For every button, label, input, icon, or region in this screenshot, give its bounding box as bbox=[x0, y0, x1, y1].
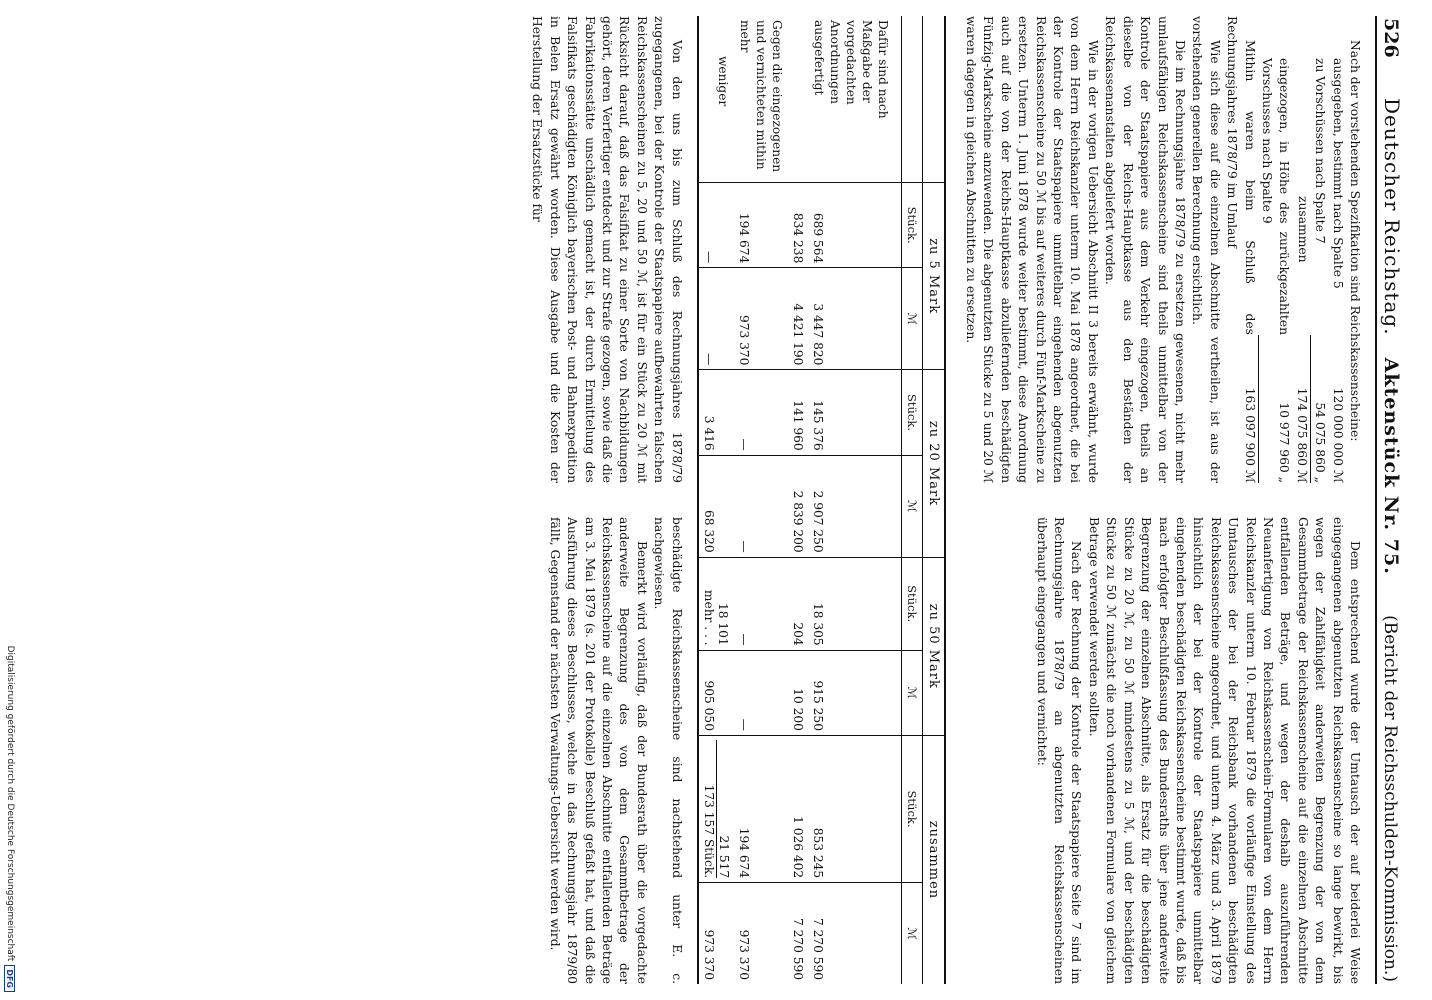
document-page bbox=[528, 16, 1408, 984]
line-amount: 120 000 000 ℳ bbox=[1330, 387, 1345, 483]
cell-mark: 7 270 590 bbox=[788, 883, 808, 984]
line-label: zusammen bbox=[1295, 196, 1310, 263]
summary-line bbox=[1328, 16, 1345, 483]
body-paragraph: Dem entsprechend wurde der Umtausch der auf beiderlei Weise eingegangenen abgenutzten Reichskassenscheine so lange bewirkt, bis wegen der Zahlfähigkeit anderweiten Begrenzung der von dem Gesammtbetrage der Reichskassenscheine auf die einzelnen Abschnitte entfallenden Beträge, und wegen der deshalb auszuführenden Neuanfertigung von Reichskassenschein-Formularen von dem Herrn Reichskanzler unterm 10. Februar 1879 die vorläufige Einstellung des Umtausches der bei der Reichsbank vorhandenen beschädigten Reichskassenscheine angeordnet, und unterm 4. März und 3. April 1879 hinsichtlich der bei der Kontrole der Staatspapiere unmittelbar eingehenden beschädigten Reichskassenscheine bestimmt wurde, daß bis nach erfolgter Beschlußfassung des Bundesraths über jene anderweite Begrenzung der einzelnen Abschnitte, als Ersatz für die beschädigten Stücke zu 20 ℳ, zu 50 ℳ mindestens zu 5 ℳ, und der beschädigten Stücke zu 50 ℳ zunächst die noch vorhandenen Formulare von gleichem Betrage verwendet werden sollten. bbox=[1086, 517, 1362, 984]
cell-stueck bbox=[698, 557, 734, 650]
cell-mark: 4 421 190 bbox=[788, 268, 808, 370]
bottom-left-column bbox=[528, 16, 685, 483]
unit-stueck: Stück. bbox=[901, 183, 922, 268]
cell-stueck: 18 305 bbox=[808, 557, 902, 650]
right-column bbox=[962, 517, 1363, 984]
cell-stueck-value: 18 101 bbox=[715, 602, 730, 646]
unit-stueck: Stück. bbox=[901, 370, 922, 455]
page-header bbox=[1375, 16, 1408, 984]
line-label: zu Vorschüssen nach Spalte 7 bbox=[1313, 58, 1328, 244]
body-paragraph: Nach der Rechnung der Kontrole der Staatspapiere Seite 7 sind im Rechnungsjahre 1878/79 an abgenutzten Reichskassenscheinen überhaupt eingegangen und vernichtet: bbox=[1034, 517, 1084, 984]
text-columns bbox=[962, 16, 1363, 984]
cell-mark: — bbox=[734, 455, 788, 557]
table-row bbox=[734, 16, 788, 984]
denomination-table bbox=[697, 16, 946, 984]
line-label: ausgegeben, bestimmt nach Spalte 5 bbox=[1330, 58, 1345, 289]
unit-stueck: Stück. bbox=[901, 735, 922, 882]
cell-mark: 68 320 bbox=[698, 455, 734, 557]
row-label bbox=[788, 16, 808, 183]
column-group-50-mark: zu 50 Mark bbox=[922, 557, 945, 735]
summary-line bbox=[1311, 16, 1328, 483]
cell-mark: 973 370 bbox=[698, 883, 734, 984]
funding-note: Digitalisierung gefördert durch die Deutsche Forschungsgemeinschaft bbox=[5, 645, 15, 962]
header-title: Deutscher Reichstag. bbox=[1380, 97, 1404, 336]
column-group-20-mark: zu 20 Mark bbox=[922, 370, 945, 557]
unit-mark: ℳ bbox=[901, 268, 922, 370]
unit-stueck: Stück. bbox=[901, 557, 922, 650]
cell-stueck: — bbox=[698, 183, 734, 268]
cell-mark: 2 839 200 bbox=[788, 455, 808, 557]
column-group-total: zusammen bbox=[922, 735, 945, 984]
cell-stueck: 853 245 bbox=[808, 735, 902, 882]
table-row bbox=[698, 16, 734, 984]
line-amount: 54 075 860 „ bbox=[1313, 402, 1328, 483]
line-label: Mithin waren beim Schluß des Rechnungsjahres 1878/79 im Umlauf bbox=[1225, 16, 1257, 335]
summary-line bbox=[1292, 16, 1310, 483]
header-subtitle: (Bericht der Reichsschulden-Kommission.) bbox=[1380, 615, 1400, 982]
cell-stueck bbox=[698, 735, 734, 882]
intro-paragraph: Nach der vorstehenden Spezifikation sind Reichskassenscheine: bbox=[1348, 40, 1362, 442]
row-label: Gegen die eingezogenen und vernichteten mithin mehr bbox=[737, 20, 784, 173]
cell-stueck: 834 238 bbox=[788, 183, 808, 268]
body-paragraph: Von den uns bis zum Schluß des Rechnungsjahres 1878/79 zugegangenen, bei der Kontrole der Staatspapiere aufbewahrten falschen Reichskassenscheinen zu 5, 20 und 50 ℳ, ist für ein Stück zu 20 ℳ mit Rücksicht darauf, daß das Falsifikat zu einer Sorte von Nachbildungen gehört, deren Verfertiger entdeckt und zur Strafe gezogen, sowie daß die Fabrikationsstätte unschädlich gemacht ist, der durch Ermittelung des Falsifikats geschädigten Königlich bayerischen Post- und Bahnexpedition in Belen Ersatz gewährt worden. Diese Ausgabe und die Kosten der Herstellung der Ersatzstücke für bbox=[530, 16, 684, 483]
cell-mark: 973 370 bbox=[734, 883, 788, 984]
cell-stueck: 145 376 bbox=[808, 370, 902, 455]
line-amount: 174 075 860 ℳ bbox=[1292, 335, 1310, 483]
row-label: weniger bbox=[698, 16, 734, 183]
page-number: 526 bbox=[1380, 18, 1402, 58]
cell-stueck: 204 bbox=[788, 557, 808, 650]
dfg-logo: DFG bbox=[5, 965, 16, 992]
cell-stueck: 141 960 bbox=[788, 370, 808, 455]
summary-line bbox=[1223, 16, 1258, 483]
body-paragraph: Wie in der vorigen Uebersicht Abschnitt II 3 bereits erwähnt, wurde von dem Herrn Reichskanzler unterm 10. Mai 1878 angeordnet, die bei der Kontrole der Staatspapiere unmittelbar eingehenden abgenutzten Reichskassenscheine zu 50 ℳ bis auf weiteres durch Fünf-Markscheine zu ersetzen. Unterm 1. Juni 1878 wurde weiter bestimmt, diese Anordnung auch auf die von der Reichs-Hauptkasse abzuliefernden beschädigten Fünfzig-Markscheine anzuwenden. Die abgenutzten Stücke zu 5 und 20 ℳ waren dagegen in gleichen Abschnitten zu ersetzen. bbox=[964, 16, 1100, 483]
running-title bbox=[1380, 98, 1404, 575]
body-paragraph: Bemerkt wird vorläufig, daß der Bundesrath über die vorgedachte anderweite Begrenzung des von dem Gesammtbetrage der Reichskassenscheine auf die einzelnen Abschnitte entfallenden Beträge am 3. Mai 1879 (s. 201 der Protokolle) Beschluß gefaßt hat, und daß die Ausführung dieses Beschlusses, welche in das Rechnungsjahr 1879/80 fällt, Gegenstand der nächsten Verwaltungs-Uebersicht werden wird. bbox=[547, 517, 649, 984]
line-label: eingezogen, in Höhe des zurückgezahlten Vorschusses nach Spalte 9 bbox=[1259, 58, 1292, 335]
digitization-note bbox=[2, 0, 18, 1000]
cell-stueck: 194 674 bbox=[734, 183, 788, 268]
cell-mark: 973 370 bbox=[734, 268, 788, 370]
table-row bbox=[788, 16, 808, 984]
cell-stueck-value: 21 517 bbox=[716, 740, 731, 878]
unit-mark: ℳ bbox=[901, 455, 922, 557]
table-group-header bbox=[922, 16, 945, 984]
cell-stueck: 1 026 402 bbox=[788, 735, 808, 882]
line-amount: 10 977 960 „ bbox=[1258, 335, 1293, 483]
cell-mark: 2 907 250 bbox=[808, 455, 902, 557]
cell-stueck: — bbox=[734, 370, 788, 455]
cell-mark: 7 270 590 bbox=[808, 883, 902, 984]
cell-mark: 10 200 bbox=[788, 650, 808, 735]
bottom-right-column bbox=[528, 517, 685, 984]
unit-mark: ℳ bbox=[901, 650, 922, 735]
body-paragraph: beschädigte Reichskassenscheine sind nachstehend unter E. c. nachgewiesen. bbox=[652, 517, 684, 984]
summary-line bbox=[1258, 16, 1293, 483]
cell-mark: — bbox=[734, 650, 788, 735]
mehr-label: mehr . . . bbox=[701, 589, 716, 646]
table-unit-header bbox=[901, 16, 922, 984]
total-stueck: 173 157 Stück. bbox=[701, 784, 716, 879]
cell-stueck: 689 564 bbox=[808, 183, 902, 268]
document-label: Aktenstück Nr. 75. bbox=[1380, 357, 1402, 575]
table-row bbox=[808, 16, 902, 984]
cell-mark: 3 447 820 bbox=[808, 268, 902, 370]
body-paragraph: Wie sich diese auf die einzelnen Abschnitte vertheilen, ist aus der vorstehenden generellen Berechnung ersichtlich. bbox=[1190, 16, 1222, 483]
unit-mark: ℳ bbox=[901, 883, 922, 984]
cell-stueck: — bbox=[734, 557, 788, 650]
cell-mark: 905 050 bbox=[698, 650, 734, 735]
line-amount: 163 097 900 ℳ bbox=[1242, 387, 1257, 483]
cell-stueck: 3 416 bbox=[698, 370, 734, 455]
left-column bbox=[962, 16, 1363, 483]
row-label: Dafür sind nach Maßgabe der vorgedachten Anordnungen ausgefertigt bbox=[811, 20, 890, 119]
body-paragraph: Die im Rechnungsjahre 1878/79 zu ersetzen gewesenen, nicht mehr umlaufsfähigen Reichskassenscheine sind theils unmittelbar von der Kontrole der Staatspapiere aus dem Verkehr eingezogen, theils an dieselbe von der Reichs-Hauptkasse aus den Beständen der Reichskassenanstalten abgeliefert worden. bbox=[1103, 16, 1187, 483]
cell-stueck: 194 674 bbox=[734, 735, 788, 882]
column-group-5-mark: zu 5 Mark bbox=[922, 183, 945, 370]
cell-mark: 915 250 bbox=[808, 650, 902, 735]
bottom-columns bbox=[528, 16, 685, 984]
cell-mark: — bbox=[698, 268, 734, 370]
